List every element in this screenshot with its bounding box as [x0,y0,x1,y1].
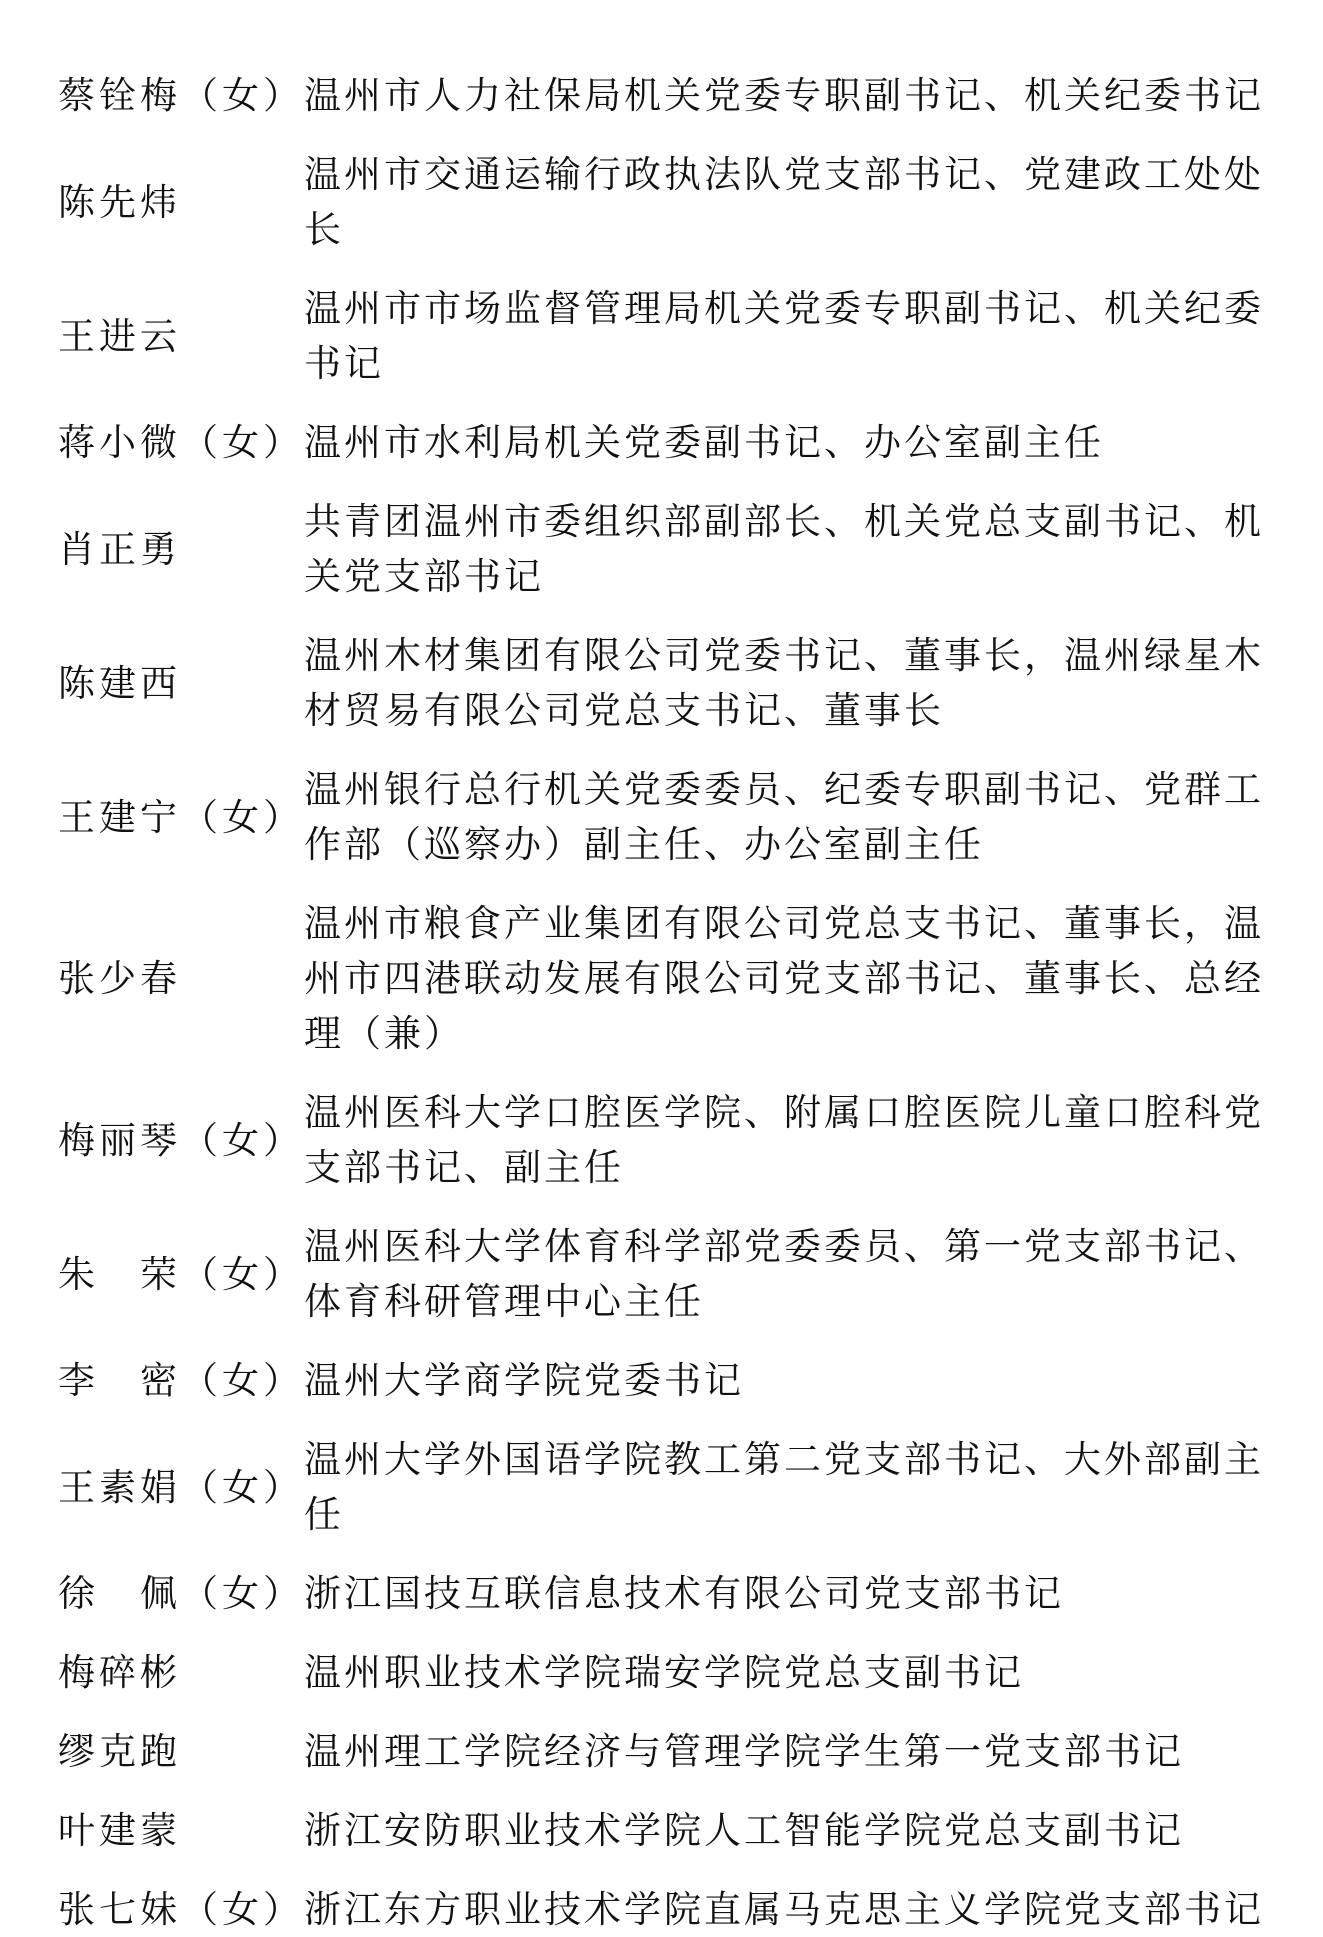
list-item [58,1645,1299,1700]
person-title: 温州市交通运输行政执法队党支部书记、党建政工处处长 [304,153,1264,251]
person-name: 叶建蒙 [58,1809,181,1852]
person-name: 肖正勇 [58,527,181,571]
person-title: 浙江安防职业技术学院人工智能学院党总支副书记 [304,1809,1184,1852]
list-item [58,415,1299,470]
person-name: 陈建西 [58,661,181,705]
person-name: 徐 佩（女） [58,1572,304,1615]
person-title: 温州理工学院经济与管理学院学生第一党支部书记 [304,1730,1184,1773]
person-name: 张少春 [58,957,181,1000]
list-item [58,147,1299,257]
list-item [58,762,1299,872]
person-title: 温州市人力社保局机关党委专职副书记、机关纪委书记 [304,74,1264,117]
person-title: 温州职业技术学院瑞安学院党总支副书记 [304,1651,1024,1694]
person-title: 温州市水利局机关党委副书记、办公室副主任 [304,421,1104,464]
person-name: 王进云 [58,314,181,358]
list-item [58,281,1299,391]
list-item [58,1724,1299,1779]
person-name: 蔡铨梅（女） [58,74,304,117]
list-item [58,1353,1299,1408]
person-name: 梅碎彬 [58,1651,181,1694]
person-title: 温州木材集团有限公司党委书记、董事长，温州绿星木材贸易有限公司党总支书记、董事长 [304,634,1264,732]
list-item [58,68,1299,123]
list-item [58,1882,1299,1937]
list-item [58,1566,1299,1621]
list-item [58,494,1299,604]
person-name: 缪克跑 [58,1730,181,1773]
person-title: 温州大学外国语学院教工第二党支部书记、大外部副主任 [304,1438,1264,1536]
person-name: 蒋小微（女） [58,421,304,464]
person-name: 陈先炜 [58,180,181,224]
list-item [58,1085,1299,1195]
person-title: 浙江国技互联信息技术有限公司党支部书记 [304,1572,1064,1615]
list-item [58,628,1299,738]
person-title: 温州医科大学口腔医学院、附属口腔医院儿童口腔科党支部书记、副主任 [304,1091,1264,1189]
person-name: 王建宁（女） [58,795,304,839]
list-item [58,1432,1299,1542]
list-item [58,1219,1299,1329]
list-item [58,1803,1299,1858]
person-name: 张七妹（女） [58,1888,304,1931]
person-name: 朱 荣（女） [58,1252,304,1296]
person-name: 李 密（女） [58,1359,304,1402]
person-title: 温州大学商学院党委书记 [304,1359,744,1402]
person-title: 浙江东方职业技术学院直属马克思主义学院党支部书记 [304,1888,1264,1931]
person-title: 温州市市场监督管理局机关党委专职副书记、机关纪委书记 [304,287,1264,385]
person-title: 温州市粮食产业集团有限公司党总支书记、董事长，温州市四港联动发展有限公司党支部书记、董事长、总经理（兼） [304,902,1264,1055]
person-title: 温州医科大学体育科学部党委委员、第一党支部书记、体育科研管理中心主任 [304,1225,1264,1323]
person-name: 梅丽琴（女） [58,1118,304,1162]
person-title: 温州银行总行机关党委委员、纪委专职副书记、党群工作部（巡察办）副主任、办公室副主任 [304,768,1264,866]
list-item [58,896,1299,1061]
person-name: 王素娟（女） [58,1465,304,1509]
person-title: 共青团温州市委组织部副部长、机关党总支副书记、机关党支部书记 [304,500,1264,598]
